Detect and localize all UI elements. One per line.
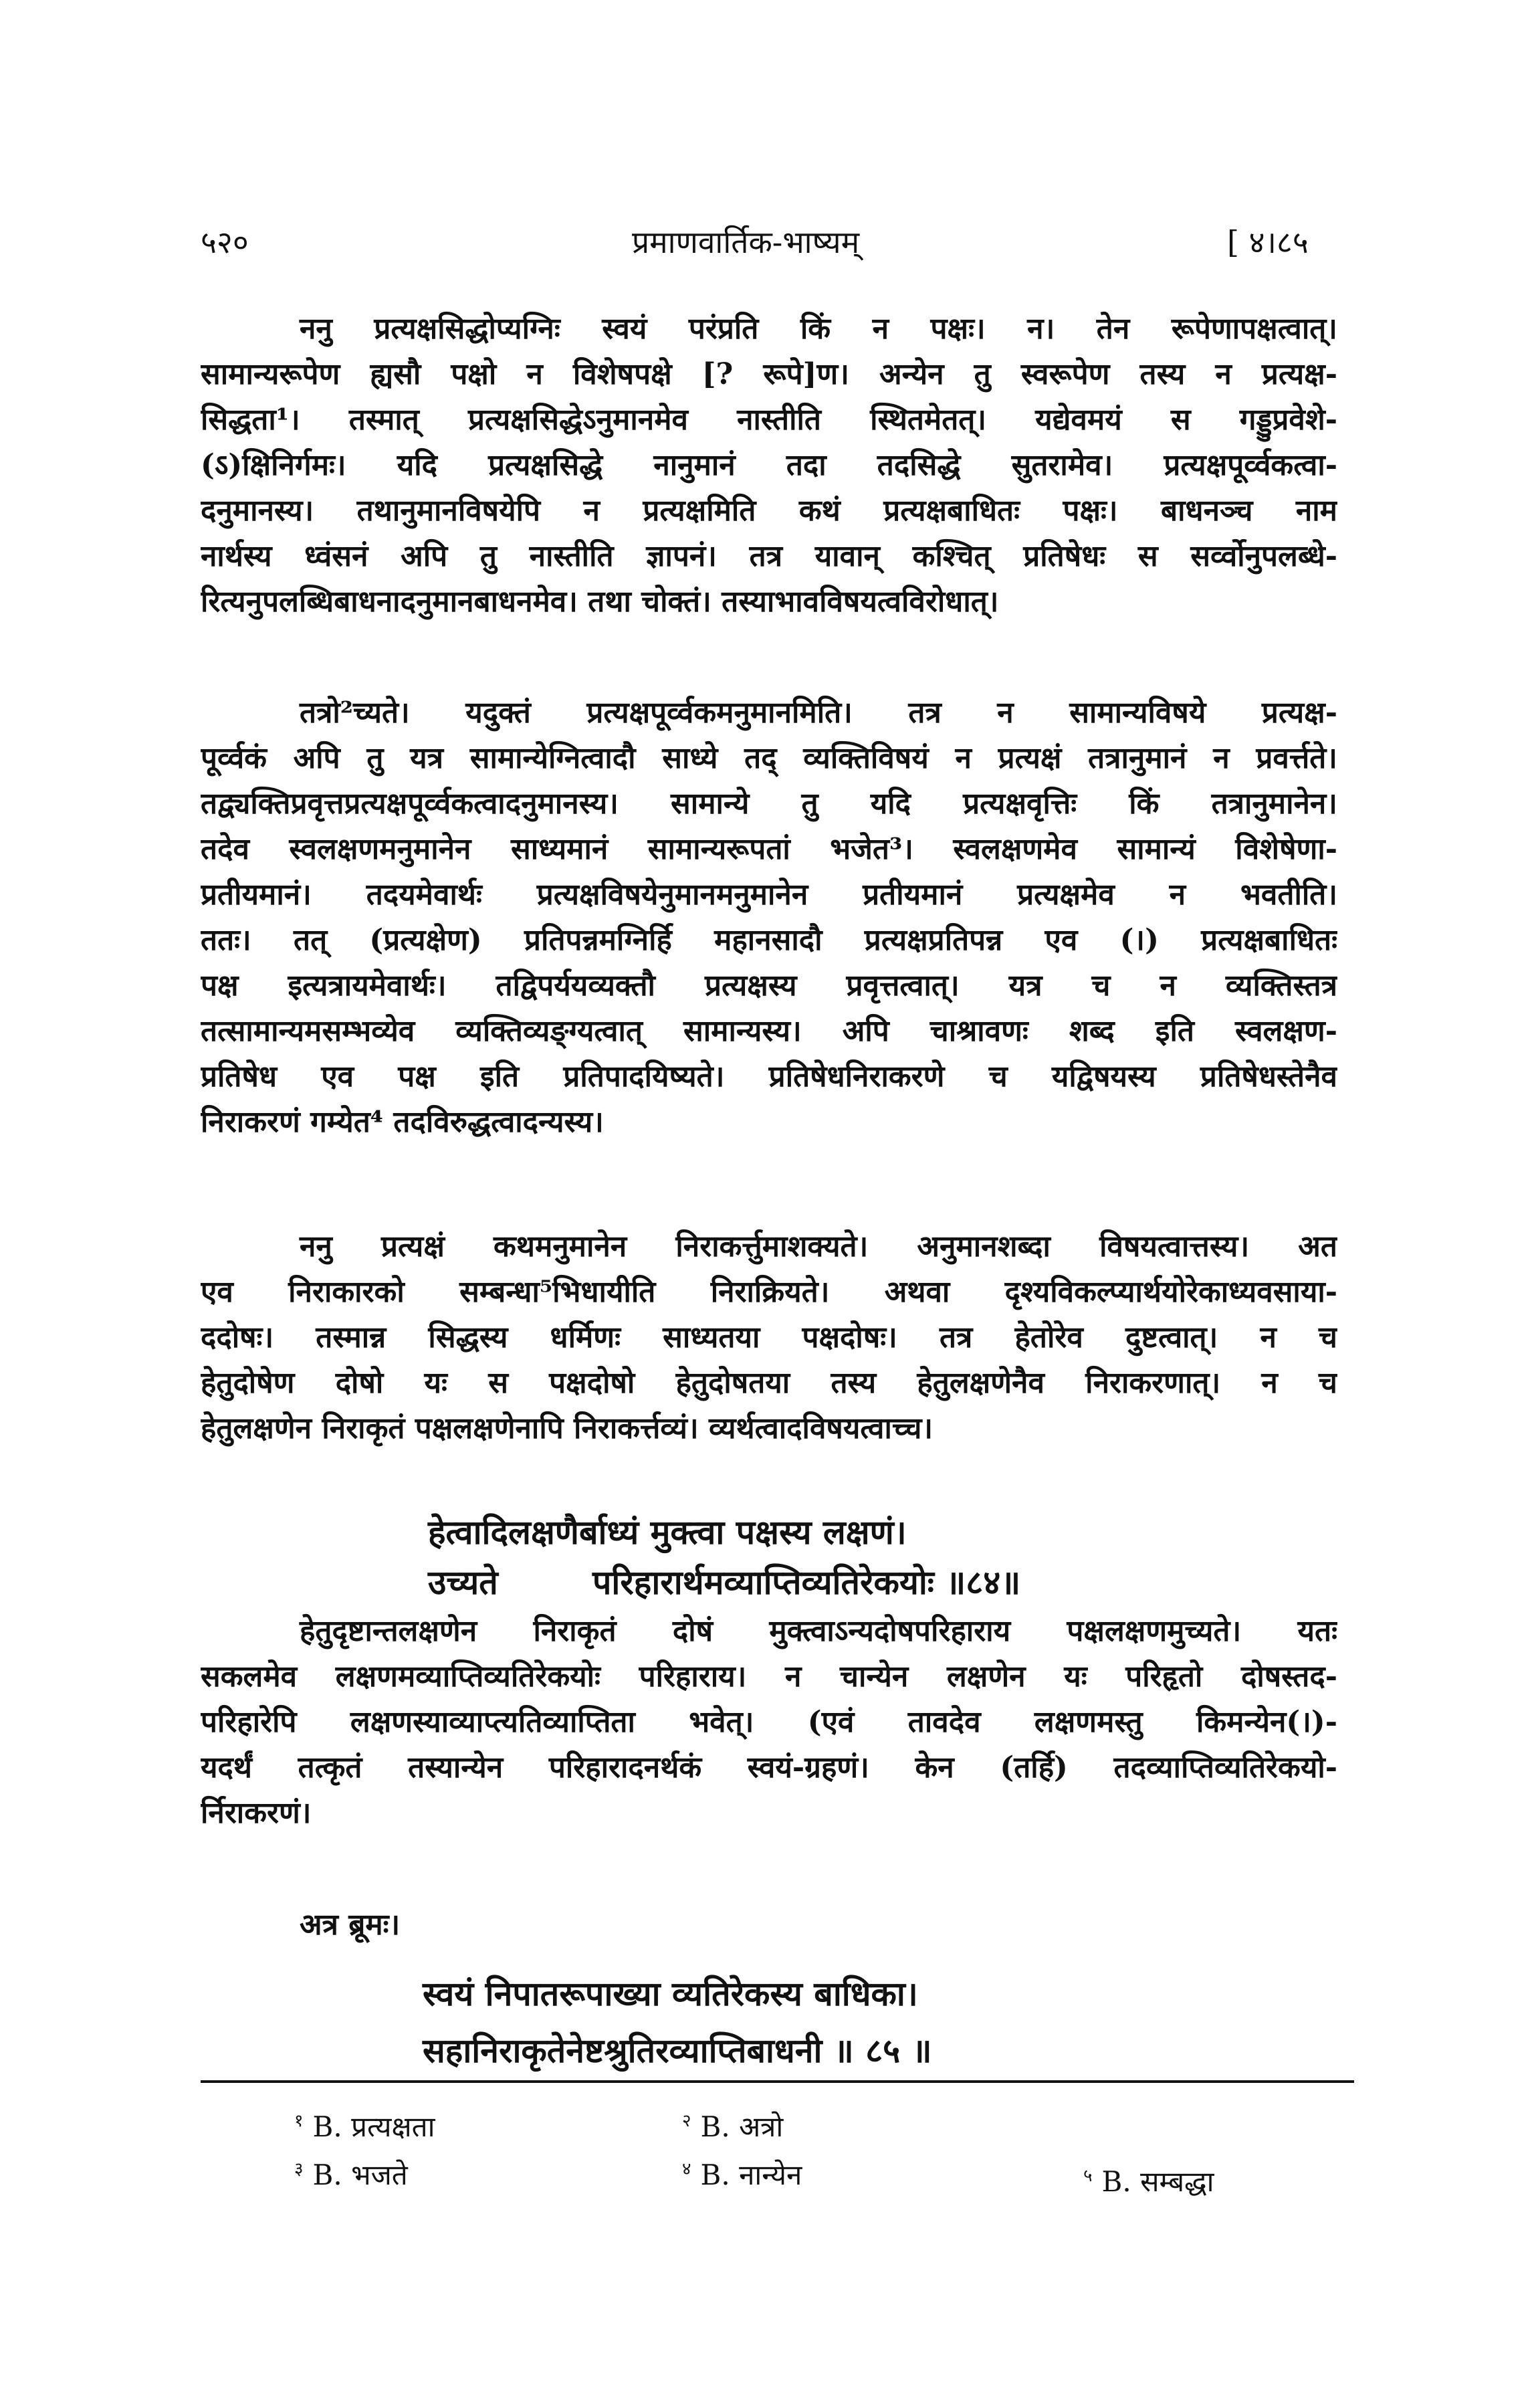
- text-line: तत्सामान्यमसम्भव्येव व्यक्तिव्यङ्ग्यत्वात् सामान्यस्य। अपि चाश्रावणः शब्द इति स्वलक्षण-: [201, 1014, 1337, 1048]
- text-line: एव निराकारको सम्बन्धा⁵भिधायीति निराक्रियते। अथवा दृश्यविकल्प्यार्थयोरेकाध्यवसाया-: [201, 1275, 1337, 1309]
- verse-84-line-2a: उच्यते: [428, 1563, 498, 1602]
- text-line: ददोषः। तस्मान्न सिद्धस्य धर्मिणः साध्यतया पक्षदोषः। तत्र हेतोरेव दुष्टत्वात्। न च: [201, 1320, 1337, 1354]
- footnote-1: $^१$ B. प्रत्यक्षता: [294, 2110, 435, 2143]
- running-title: प्रमाणवार्तिक-भाष्यम्: [632, 224, 860, 260]
- text-line: प्रतिषेध एव पक्ष इति प्रतिपादयिष्यते। प्रतिषेधनिराकरणे च यद्विषयस्य प्रतिषेधस्तेनैव: [201, 1060, 1337, 1094]
- text-line: हेतुदोषेण दोषो यः स पक्षदोषो हेतुदोषतया तस्य हेतुलक्षणेनैव निराकरणात्। न च: [201, 1366, 1337, 1400]
- text-line: रित्यनुपलब्धिबाधनादनुमानबाधनमेव। तथा चोक्तं। तस्याभावविषयत्वविरोधात्।: [201, 585, 999, 619]
- text-line: परिहारेपि लक्षणस्याव्याप्त्यतिव्याप्तिता भवेत्। (एवं तावदेव लक्षणमस्तु किमन्येन(।)-: [201, 1705, 1337, 1739]
- text-line: सकलमेव लक्षणमव्याप्तिव्यतिरेकयोः परिहाराय। न चान्येन लक्षणेन यः परिहृतो दोषस्तद-: [201, 1660, 1337, 1694]
- verse-intro: अत्र ब्रूमः।: [300, 1908, 401, 1942]
- text-line: पक्ष इत्यत्रायमेवार्थः। तद्विपर्ययव्यक्तौ प्रत्यक्षस्य प्रवृत्तत्वात्। यत्र च न व्यक्तिस्तत्र: [201, 969, 1337, 1003]
- text-line: दनुमानस्य। तथानुमानविषयेपि न प्रत्यक्षमिति कथं प्रत्यक्षबाधितः पक्षः। बाधनञ्च नाम: [201, 494, 1337, 528]
- paragraph-1: [201, 306, 1337, 625]
- text-line: हेतुदृष्टान्तलक्षणेन निराकृतं दोषं मुक्त्वाऽन्यदोषपरिहाराय पक्षलक्षणमुच्यते। यतः: [300, 1614, 1337, 1648]
- text-line: ननु प्रत्यक्षं कथमनुमानेन निराकर्त्तुमाशक्यते। अनुमानशब्दा विषयत्वात्तस्य। अत: [300, 1229, 1337, 1264]
- text-line: ततः। तत् (प्रत्यक्षेण) प्रतिपन्नमग्निर्हि महानसादौ प्रत्यक्षप्रतिपन्न एव (।) प्रत्यक्षबाधितः: [201, 923, 1337, 957]
- text-line: प्रतीयमानं। तदयमेवार्थः प्रत्यक्षविषयेनुमानमनुमानेन प्रतीयमानं प्रत्यक्षमेव न भवतीति।: [201, 878, 1337, 912]
- footnote-3: $^३$ B. भजते: [294, 2159, 408, 2191]
- section-marker: [ ४।८५: [1227, 224, 1309, 260]
- footnote-divider: [201, 2080, 1354, 2083]
- text-line: ननु प्रत्यक्षसिद्धोप्यग्निः स्वयं परंप्रति किं न पक्षः। न। तेन रूपेणापक्षत्वात्।: [300, 312, 1337, 346]
- text-line: तत्रो²च्यते। यदुक्तं प्रत्यक्षपूर्व्वकमनुमानमिति। तत्र न सामान्यविषये प्रत्यक्ष-: [300, 696, 1337, 730]
- text-line: सिद्धता¹। तस्मात् प्रत्यक्षसिद्धेऽनुमानमेव नास्तीति स्थितमेतत्। यद्येवमयं स गड्डुप्रवेशे-: [201, 403, 1337, 437]
- verse-84-line-2b: परिहारार्थमव्याप्तिव्यतिरेकयोः ॥८४॥: [592, 1563, 1021, 1602]
- text-line: तदेव स्वलक्षणमनुमानेन साध्यमानं सामान्यरूपतां भजेत³। स्वलक्षणमेव सामान्यं विशेषेणा-: [201, 832, 1337, 866]
- paragraph-4: [201, 1609, 1337, 1836]
- text-line: र्निराकरणं।: [201, 1796, 312, 1830]
- footnote-5: $^५$ B. सम्बद्धा: [1083, 2165, 1214, 2198]
- paragraph-3: [201, 1224, 1337, 1451]
- text-line: पूर्व्वकं अपि तु यत्र सामान्येग्नित्वादौ साध्ये तद् व्यक्तिविषयं न प्रत्यक्षं तत्रानुमानं न प्रवर्त्तते।: [201, 741, 1337, 775]
- text-line: तद्व्यक्तिप्रवृत्तप्रत्यक्षपूर्व्वकत्वादनुमानस्य। सामान्ये तु यदि प्रत्यक्षवृत्तिः किं तत्रानुमानेन।: [201, 787, 1337, 821]
- page-number: ५२०: [201, 224, 249, 260]
- text-line: (ऽ)क्षिनिर्गमः। यदि प्रत्यक्षसिद्धे नानुमानं तदा तदसिद्धे सुतरामेव। प्रत्यक्षपूर्व्वकत्वा-: [201, 448, 1337, 482]
- text-line: यदर्थं तत्कृतं तस्यान्येन परिहारादनर्थकं स्वयं-ग्रहणं। केन (तर्हि) तदव्याप्तिव्यतिरेकयो-: [201, 1750, 1337, 1785]
- verse-84-line-1: हेत्वादिलक्षणैर्बाध्यं मुक्त्वा पक्षस्य लक्षणं।: [428, 1512, 907, 1552]
- text-line: सामान्यरूपेण ह्यसौ पक्षो न विशेषपक्षे [? रूपे]ण। अन्येन तु स्वरूपेण तस्य न प्रत्यक्ष-: [201, 357, 1337, 391]
- text-line: नार्थस्य ध्वंसनं अपि तु नास्तीति ज्ञापनं। तत्र यावान् कश्चित् प्रतिषेधः स सर्व्वोनुपलब्धे-: [201, 539, 1337, 573]
- text-line: निराकरणं गम्येत⁴ तदविरुद्धत्वादन्यस्य।: [201, 1105, 604, 1139]
- verse-85-line-1: स्वयं निपातरूपाख्या व्यतिरेकस्य बाधिका।: [423, 1974, 918, 2013]
- footnote-4: $^४$ B. नान्येन: [682, 2159, 802, 2191]
- text-line: हेतुलक्षणेन निराकृतं पक्षलक्षणेनापि निराकर्त्तव्यं। व्यर्थत्वादविषयत्वाच्च।: [201, 1411, 933, 1445]
- footnote-2: $^२$ B. अत्रो: [682, 2110, 784, 2143]
- paragraph-2: [201, 690, 1337, 1145]
- verse-85-line-2: सहानिराकृतेनेष्टश्रुतिरव्याप्तिबाधनी ॥ ८५ ॥: [423, 2031, 932, 2070]
